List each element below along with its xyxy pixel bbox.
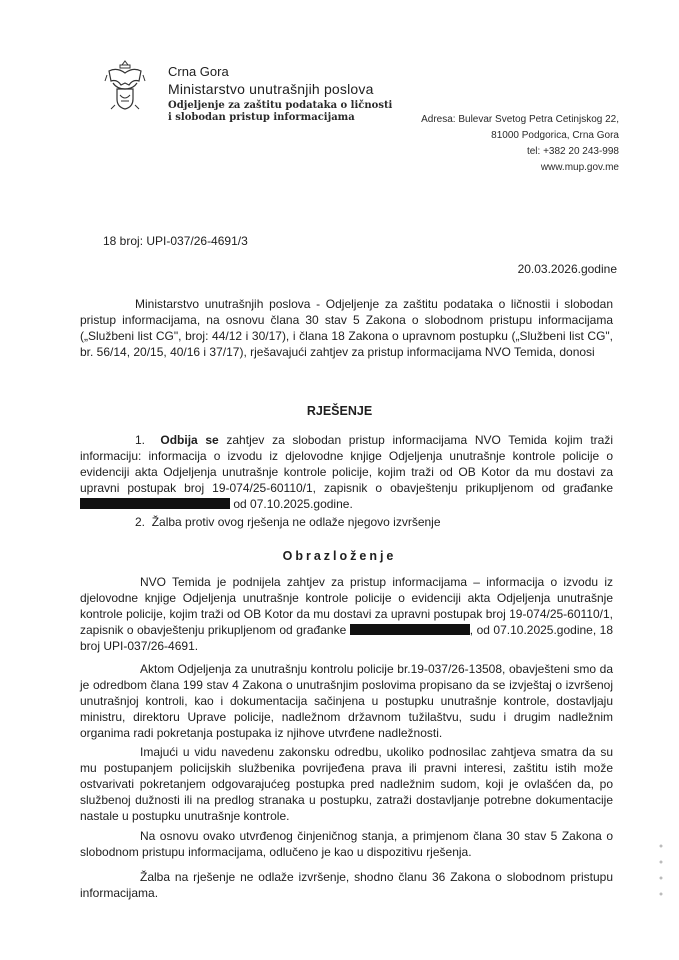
address-phone: tel: +382 20 243-998 xyxy=(526,146,619,157)
decision-item-2: 2. Žalba protiv ovog rješenja ne odlaže njegovo izvršenje xyxy=(135,515,441,529)
intro-paragraph: Ministarstvo unutrašnjih poslova - Odjeljenje za zaštitu podataka o ličnostii i slobodan pristup informacijama, na osnovu člana 30 stav 5 Zakona o slobodnom pristupu informacijama („Službeni list CG", broj: 44/12 i 30/17), i člana 18 Zakona o upravnom postupku („Službeni list CG", br. 56/14, 20/15, 40/16 i 37/17), rješavajući zahtjev za pristup informacijama NVO Temida, donosi xyxy=(80,297,613,359)
reasoning-paragraph-2: Aktom Odjeljenja za unutrašnju kontrolu policije br.19-037/26-13508, obavješteni smo da je odredbom člana 199 stav 4 Zakona o unutrašnjim poslovima propisano da se izvještaj o izvršenoj unutrašnjoj kontroli, kao i dokumentacija sačinjena u postupku unutrašnje kontrole, dostavljaju ministru, direktoru Uprave policije, nadležnom državnom tužilaštvu, sudu i drugim nadležnim organima radi pokretanja postupaka iz njihove utvrđene nadležnosti. xyxy=(80,662,613,740)
decision-item-1: 1. Odbija se zahtjev za slobodan pristup informacijama NVO Temida kojim traži informaciju: informacija o izvodu iz djelovodne knjige Odjeljenja unutrašnje kontrole policije o evidenciji akta Odjeljenja unutrašnje kontrole policije, kojim traži od OB Kotor da mu dostavi za upravni postupak broj 19-074/25-60110/1, zapisnik o obavještenju prikupljenom od građanke od 07.10.2025.godine. xyxy=(80,433,613,511)
reasoning-title: Obrazloženje xyxy=(282,549,397,563)
address-block xyxy=(421,112,619,176)
address-street: Adresa: Bulevar Svetog Petra Cetinjskog 22, xyxy=(421,114,619,125)
reference-number: 18 broj: UPI-037/26-4691/3 xyxy=(103,234,248,248)
address-city: 81000 Podgorica, Crna Gora xyxy=(491,130,619,141)
coat-of-arms-icon xyxy=(103,57,147,113)
reasoning-paragraph-5: Žalba na rješenje ne odlaže izvršenje, shodno članu 36 Zakona o slobodnom pristupu informacijama. xyxy=(80,870,613,900)
document-date: 20.03.2026.godine xyxy=(517,262,617,276)
country-name: Crna Gora xyxy=(168,64,229,79)
reasoning-paragraph-3: Imajući u vidu navedenu zakonsku odredbu, ukoliko podnosilac zahtjeva smatra da su mu postupanjem policijskih službenika povrijeđena prava ili pravni interesi, zaštitu istih može ostvarivati pokretanjem odgovarajućeg postupka pred nadležnim sudom, koji je ovlašćen da, po službenoj dužnosti ili na predlog stranaka u postupku, zatraži dostavljanje potrebne dokumentacije nastale u postupku unutrašnje kontrole. xyxy=(80,745,613,823)
ministry-name: Ministarstvo unutrašnjih poslova xyxy=(168,81,374,97)
decision-title: RJEŠENJE xyxy=(306,404,373,418)
address-web: www.mup.gov.me xyxy=(540,162,619,173)
redaction-bar xyxy=(350,624,470,635)
reasoning-paragraph-1: NVO Temida je podnijela zahtjev za pristup informacijama – informacija o izvodu iz djelovodne knjige Odjeljenja unutrašnje kontrole policije o evidenciji akta Odjeljenja unutrašnje kontrole policije, kojim traži od OB Kotor da mu dostavi za upravni postupak broj 19-074/25-60110/1, zapisnik o obavještenju prikupljenom od građanke , od 07.10.2025.godine, 18 broj UPI-037/26-4691. xyxy=(80,575,614,653)
page-edge-dots xyxy=(658,840,664,904)
redaction-bar xyxy=(80,498,230,509)
department-name: Odjeljenje za zaštitu podataka o ličnosti i slobodan pristup informacijama xyxy=(168,100,393,123)
reasoning-paragraph-4: Na osnovu ovako utvrđenog činjeničnog stanja, a primjenom člana 30 stav 5 Zakona o slobodnom pristupu informacijama, odlučeno je kao u dispozitivu rješenja. xyxy=(80,829,613,859)
